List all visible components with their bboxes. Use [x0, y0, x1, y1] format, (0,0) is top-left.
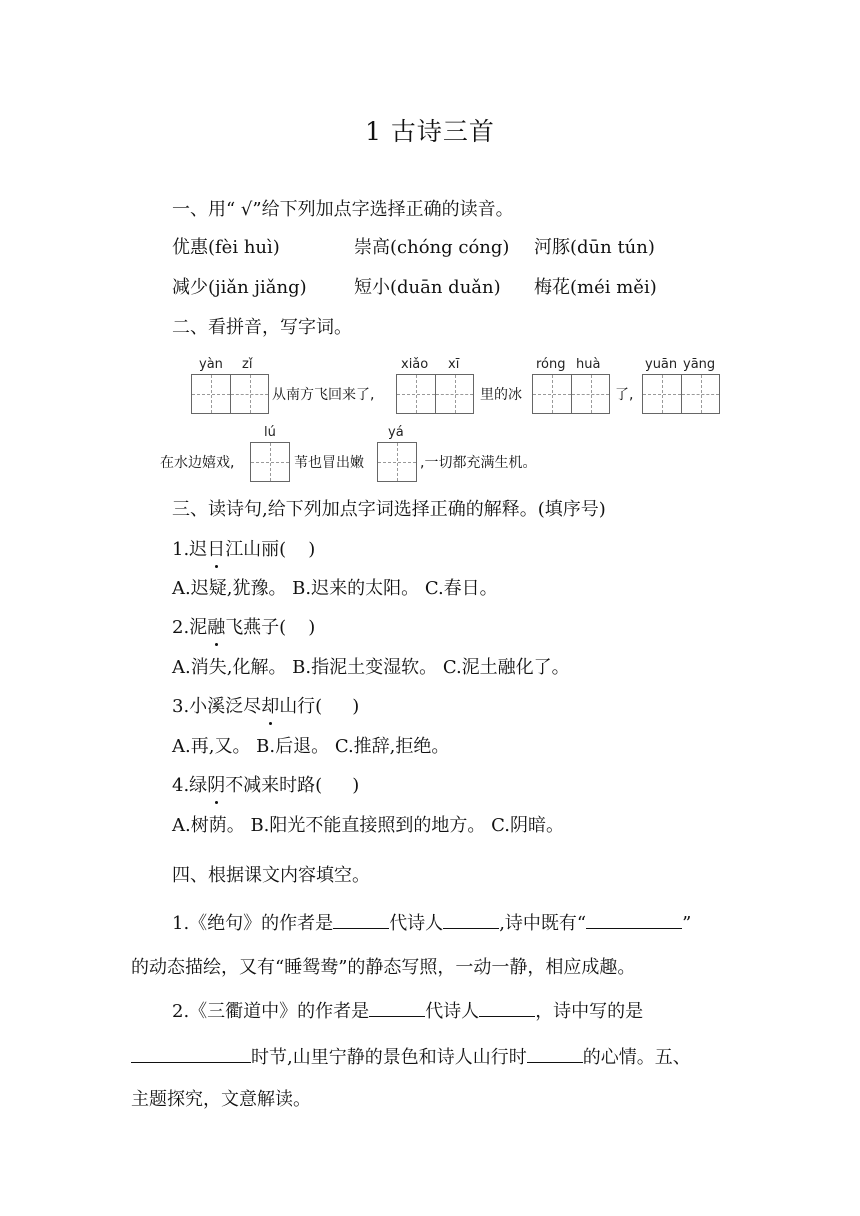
pinyin-yan: yàn — [199, 357, 223, 372]
q3-options: A.再,又。 B.后退。 C.推辞,拒绝。 — [172, 736, 450, 757]
p2-text-d: 时节,山里宁静的景色和诗人山行时 — [251, 1047, 527, 1068]
write-grid-yuanyang[interactable] — [642, 374, 720, 414]
pinyin-choice-6: 梅花(méi měi) — [534, 277, 657, 298]
pinyin-rong: róng — [536, 357, 566, 372]
fill-paragraph-1-line2: 的动态描绘，又有“睡鸳鸯”的静态写照，一动一静，相应成趣。 — [131, 957, 636, 978]
write-grid-ya[interactable] — [377, 442, 417, 482]
question-4 — [172, 774, 359, 798]
pinyin-lu: lú — [264, 425, 276, 440]
q3-close: ) — [352, 696, 360, 717]
sentence-part-4: 在水边嬉戏, — [160, 455, 235, 471]
write-grid-ronghua[interactable] — [532, 374, 610, 414]
q2-text: 2.泥 — [172, 617, 208, 638]
question-1 — [172, 538, 315, 562]
pinyin-xiao: xiǎo — [401, 357, 429, 372]
q3-text: 3.小溪泛尽 — [172, 696, 262, 717]
grid-cell[interactable] — [571, 375, 609, 413]
pinyin-hua: huà — [576, 357, 601, 372]
pinyin-yuan: yuān — [645, 357, 678, 372]
write-grid-lu[interactable] — [250, 442, 290, 482]
sentence-part-1: 从南方飞回来了, — [272, 387, 375, 403]
grid-cell[interactable] — [378, 443, 416, 481]
question-3 — [172, 695, 359, 719]
grid-cell[interactable] — [435, 375, 473, 413]
q2-dotted-char: 融 — [207, 617, 226, 638]
pinyin-choice-1: 优惠(fèi huì) — [172, 237, 280, 258]
page-title: 1 古诗三首 — [365, 117, 495, 146]
grid-cell[interactable] — [192, 375, 230, 413]
sentence-part-6: ,一切都充满生机。 — [420, 455, 537, 471]
p2-text-a: 2.《三衢道中》的作者是 — [172, 1001, 370, 1022]
q1-text: 1.迟 — [172, 539, 208, 560]
section2-heading: 二、看拼音，写字词。 — [172, 317, 352, 338]
sentence-part-2: 里的冰 — [480, 387, 522, 403]
blank-poet-1[interactable] — [443, 910, 499, 929]
q4-text-post: 不减来时路( — [225, 775, 323, 796]
fill-paragraph-2-line2 — [131, 1044, 691, 1070]
grid-cell[interactable] — [643, 375, 681, 413]
blank-season[interactable] — [131, 1044, 251, 1063]
pinyin-choice-4: 减少(jiǎn jiǎng) — [172, 277, 307, 298]
p1-text-d: ” — [682, 913, 692, 934]
p2-text-c: ，诗中写的是 — [535, 1001, 644, 1022]
q1-options: A.迟疑,犹豫。 B.迟来的太阳。 C.春日。 — [172, 578, 498, 599]
blank-quote-1[interactable] — [586, 910, 682, 929]
p2-text-b: 代诗人 — [425, 1001, 480, 1022]
pinyin-choice-2: 崇高(chóng cóng) — [354, 237, 510, 258]
q4-close: ) — [352, 775, 360, 796]
q1-dotted-char: 日 — [207, 539, 226, 560]
fill-paragraph-1 — [172, 910, 691, 936]
section3-heading: 三、读诗句,给下列加点字词选择正确的解释。(填序号) — [172, 499, 606, 520]
blank-mood[interactable] — [527, 1044, 583, 1063]
p1-text-a: 1.《绝句》的作者是 — [172, 913, 334, 934]
pinyin-yang: yāng — [683, 357, 716, 372]
pinyin-choice-3: 河豚(dūn tún) — [534, 237, 655, 258]
section5-heading: 主题探究，文意解读。 — [131, 1089, 311, 1110]
p2-text-e: 的心情。五、 — [582, 1047, 691, 1068]
pinyin-choice-5: 短小(duān duǎn) — [354, 277, 501, 298]
q1-text-post: 江山丽( — [225, 539, 287, 560]
q2-close: ) — [308, 617, 316, 638]
q2-text-post: 飞燕子( — [225, 617, 287, 638]
q2-options: A.消失,化解。 B.指泥土变湿软。 C.泥土融化了。 — [172, 657, 570, 678]
q4-options: A.树荫。 B.阳光不能直接照到的地方。 C.阴暗。 — [172, 815, 564, 836]
section4-heading: 四、根据课文内容填空。 — [172, 865, 370, 886]
blank-dynasty-1[interactable] — [333, 910, 389, 929]
q4-text: 4.绿 — [172, 775, 208, 796]
q3-dotted-char: 却 — [261, 696, 280, 717]
grid-cell[interactable] — [397, 375, 435, 413]
blank-dynasty-2[interactable] — [369, 998, 425, 1017]
q4-dotted-char: 阴 — [207, 775, 226, 796]
write-grid-yanzi[interactable] — [191, 374, 269, 414]
q3-text-post: 山行( — [279, 696, 323, 717]
p1-text-c: ,诗中既有“ — [499, 913, 587, 934]
section1-heading: 一、用“ √”给下列加点字选择正确的读音。 — [172, 199, 514, 220]
q1-close: ) — [308, 539, 316, 560]
grid-cell[interactable] — [681, 375, 719, 413]
grid-cell[interactable] — [230, 375, 268, 413]
pinyin-xi: xī — [448, 357, 460, 372]
write-grid-xiaoxi[interactable] — [396, 374, 474, 414]
blank-poet-2[interactable] — [479, 998, 535, 1017]
pinyin-zi: zǐ — [242, 357, 253, 372]
pinyin-ya: yá — [388, 425, 404, 440]
grid-cell[interactable] — [533, 375, 571, 413]
p1-text-b: 代诗人 — [389, 913, 444, 934]
sentence-part-3: 了, — [615, 387, 634, 403]
sentence-part-5: 苇也冒出嫩 — [294, 455, 364, 471]
grid-cell[interactable] — [251, 443, 289, 481]
question-2 — [172, 616, 315, 640]
fill-paragraph-2 — [172, 998, 643, 1024]
